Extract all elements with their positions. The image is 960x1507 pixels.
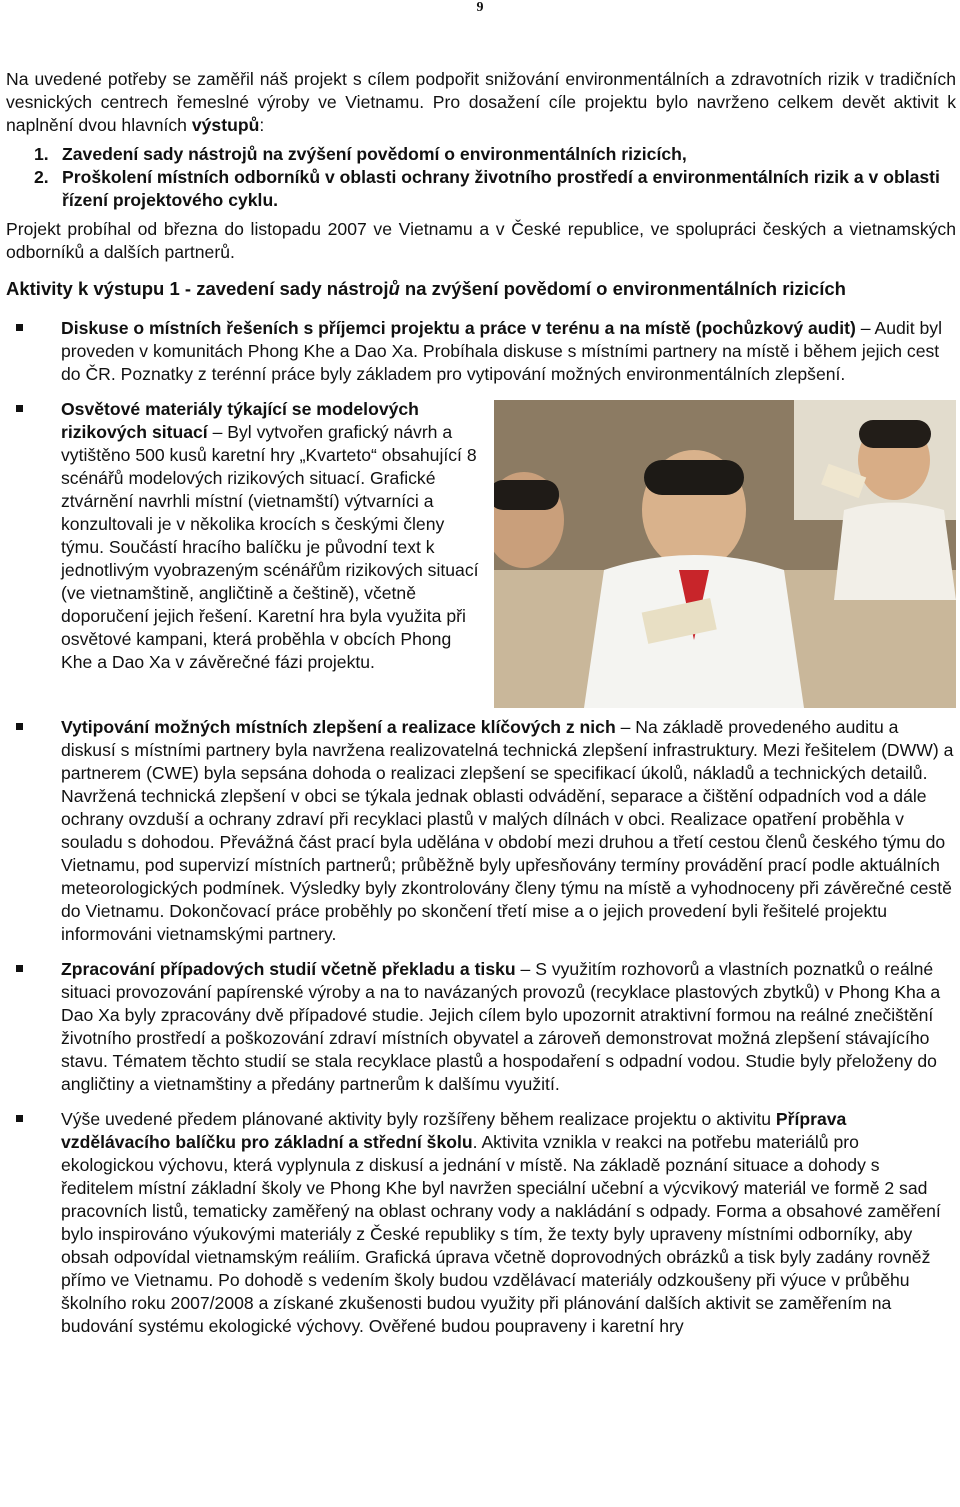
children-with-cards-illustration xyxy=(494,400,956,708)
square-bullet-icon xyxy=(16,1115,23,1122)
activity-title: Příprava vzdělávacího balíčku pro základní a střední školu xyxy=(61,1109,847,1152)
output-text: Proškolení místních odborníků v oblasti ochrany životního prostředí a environmentálních rizik a v oblasti řízení projektového cyklu. xyxy=(62,167,940,210)
document-body xyxy=(6,68,956,1350)
activity-text: – Na základě provedeného auditu a diskusí s místními partnery byla navržena realizovatelná technická zlepšení infrastruktury. Mezi řešitelem (DWW) a partnerem (CWE) byla sepsána dohoda o realizaci zlepšení se specifikací úkolů, nákladů a technických detailů. Navržená technická zlepšení v obci se týkala jednak oblasti odvádění, separace a čištění odpadních vod a dále ochrany ovzduší a ochrany zdraví při recyklaci plastů v malých dílnách v obci. Realizace opatření proběhla v souladu s dohodou. Převážná část prací byla udělána v období mezi druhou a třetí cestou členů českého týmu do Vietnamu, pod supervizí místních partnerů; průběžně byly upřesňovány termíny provádění prací podle aktuálních meteorologických podmínek. Výsledky byly zkontrolovány členy týmu na místě a vyhodnoceny při závěrečné cestě do Vietnamu. Dokončovací práce proběhly po skončení třetí mise a o jejich provedení byli řešitelé projektu informováni vietnamskými partnery. xyxy=(61,717,954,944)
square-bullet-icon xyxy=(16,965,23,972)
activity-text: . Aktivita vznikla v reakci na potřebu materiálů pro ekologickou výchovu, která vyplynula z diskusí a jednání v místě. Na základě poznání situace a dohody s ředitelem místní základní školy ve Phong Khe byl navržen speciální učební a výcvikový materiál ve formě 2 sad pracovních listů, tematicky zaměřený na oblast ochrany vody a nakládání s odpady. Forma a obsahové zaměření bylo inspirováno výukovými materiály z České republiky s tím, že texty byly upraveny místními odborníky, aby obsah odpovídal vietnamským reáliím. Grafická úprava včetně doprovodných obrázků a tisk byly zadány rovněž přímo ve Vietnamu. Po dohodě s vedením školy budou vzdělávací materiály odzkoušeny při výuce v průběhu školního roku 2007/2008 a získané zkušenosti budou využity při plánování dalších aktivit se zaměřením na budování systému ekologické výchovy. Ověřené budou poupraveny i karetní hry xyxy=(61,1132,941,1336)
section-heading-part1: Aktivity k výstupu 1 - zavedení sady nástroj xyxy=(6,278,389,299)
activity-pre-text: Výše uvedené předem plánované aktivity byly rozšířeny během realizace projektu o aktivitu xyxy=(61,1109,776,1129)
activity-item-audit xyxy=(6,317,956,386)
square-bullet-icon xyxy=(16,723,23,730)
section-heading-italic: ů xyxy=(388,278,400,299)
section-heading-part2: na zvýšení povědomí o environmentálních rizicích xyxy=(399,278,846,299)
classroom-photo xyxy=(494,400,956,708)
output-number: 1. xyxy=(34,144,49,164)
section-heading xyxy=(6,276,956,301)
output-item-1 xyxy=(34,143,956,166)
activity-title: Diskuse o místních řešeních s příjemci projektu a práce v terénu a na místě (pochůzkový audit) xyxy=(61,318,856,338)
square-bullet-icon xyxy=(16,405,23,412)
activity-item-case-studies xyxy=(6,958,956,1096)
activity-title: Osvětové materiály týkající se modelových rizikových situací xyxy=(61,399,419,442)
activity-item-materials xyxy=(6,398,956,716)
activity-title: Vytipování možných místních zlepšení a realizace klíčových z nich xyxy=(61,717,616,737)
outputs-list xyxy=(34,143,956,212)
square-bullet-icon xyxy=(16,324,23,331)
activity-text: – Byl vytvořen grafický návrh a vytištěno 500 kusů karetní hry „Kvarteto“ obsahující 8 scénářů modelových rizikových situací. Grafické ztvárnění navrhli místní (vietnamští) výtvarníci a konzultovali je v několika krocích s českými členy týmu. Součástí hracího balíčku je původní text k jednotlivým vyobrazeným scénářům rizikových situací (ve vietnamštině, angličtině a češtině), včetně doporučení jejich řešení. Karetní hra byla využita při osvětové kampani, která proběhla v obcích Phong Khe a Dao Xa v závěrečné fázi projektu. xyxy=(61,422,479,672)
activity-item-improvements xyxy=(6,716,956,946)
activity-text: – S využitím rozhovorů a vlastních poznatků o reálné situaci provozování papírenské výroby a na to navázaných provozů (recyklace plastových zbytků) v Phong Kha a Dao Xa byly zpracovány dvě případové studie. Jejich cílem bylo upozornit atraktivní formou na reálné znečištění životního prostředí a poškozování zdraví místních obyvatel a zároveň demonstrovat možná zlepšení stávajícího stavu. Tématem těchto studií se stala recyklace plastů a hospodaření s odpadní vodou. Studie byly přeloženy do angličtiny a vietnamštiny a předány partnerům k dalšímu využití. xyxy=(61,959,941,1094)
intro-colon: : xyxy=(259,115,265,135)
output-number: 2. xyxy=(34,167,49,187)
intro-paragraph xyxy=(6,68,956,137)
activities-list xyxy=(6,317,956,1338)
intro-text: Na uvedené potřeby se zaměřil náš projekt s cílem podpořit snižování environmentálních a zdravotních rizik v tradičních vesnických centrech řemeslné výroby ve Vietnamu. Pro dosažení cíle projektu bylo navrženo celkem devět aktivit k naplnění dvou hlavních xyxy=(6,69,956,135)
output-text: Zavedení sady nástrojů na zvýšení povědomí o environmentálních rizicích, xyxy=(62,144,687,164)
activity-title: Zpracování případových studií včetně překladu a tisku xyxy=(61,959,516,979)
intro-bold-outputs: výstupů xyxy=(191,115,260,135)
activity-item-education-package xyxy=(6,1108,956,1338)
output-item-2 xyxy=(34,166,956,212)
project-period-paragraph: Projekt probíhal od března do listopadu 2007 ve Vietnamu a v České republice, ve spolupráci českých a vietnamských odborníků a dalších partnerů. xyxy=(6,219,956,262)
page-number: 9 xyxy=(476,0,484,15)
activity-text: – Audit byl proveden v komunitách Phong Khe a Dao Xa. Probíhala diskuse s místními partnery na místě i během jejich cest do ČR. Poznatky z terénní práce byly základem pro vytipování možných environmentálních zlepšení. xyxy=(61,318,942,384)
